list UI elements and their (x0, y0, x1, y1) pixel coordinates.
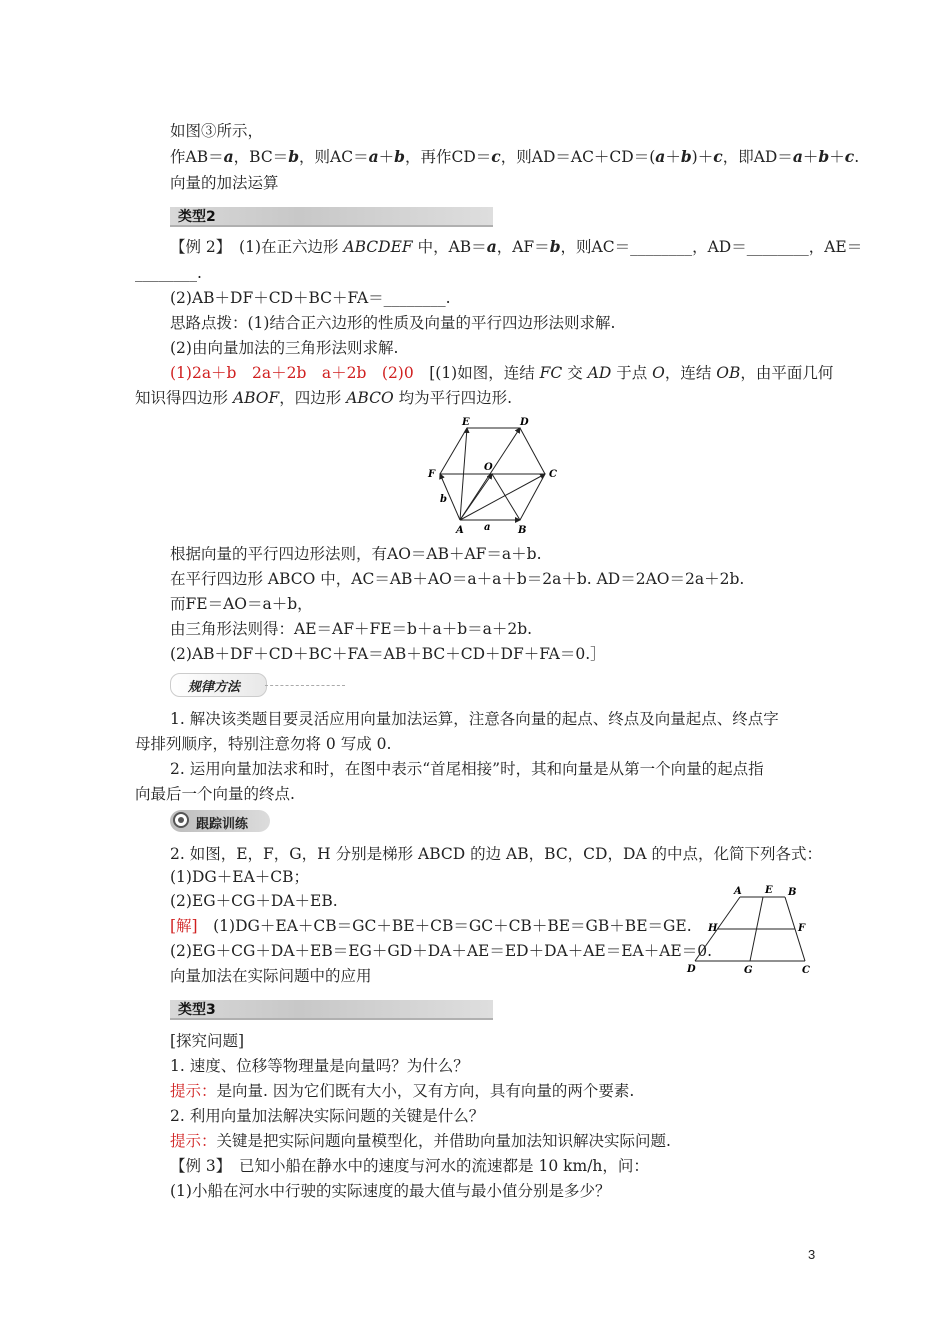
text-line: ________. (135, 264, 202, 282)
solution-line: (2)AB＋DF＋CD＋BC＋FA＝AB＋BC＋CD＋DF＋FA＝0.］ (170, 645, 606, 663)
label-D: D (520, 417, 529, 428)
label-b: b (440, 494, 447, 505)
section-title: 向量的加法运算 (170, 174, 279, 192)
question-line: 1. 速度、位移等物理量是向量吗？为什么？ (170, 1057, 469, 1075)
rule-badge: 规律方法 (170, 673, 350, 695)
type3-header: 类型3 (170, 1000, 493, 1020)
text-line: (2)AB＋DF＋CD＋BC＋FA＝________. (170, 289, 451, 307)
label-G: G (744, 965, 753, 976)
follow-badge: 跟踪训练 (170, 810, 270, 832)
trapezoid-figure (680, 883, 820, 978)
rule-text: 向最后一个向量的终点. (135, 785, 295, 803)
text-line: 如图③所示， (170, 122, 264, 140)
question-line: (1)小船在河水中行驶的实际速度的最大值与最小值分别是多少？ (170, 1182, 611, 1200)
rule-text: 1. 解决该类题目要灵活应用向量加法运算，注意各向量的起点、终点及向量起点、终点字 (170, 710, 779, 728)
answer-line: 知识得四边形 ABOF，四边形 ABCO 均为平行四边形. (135, 389, 513, 407)
answer-line: (1)2a＋b 2a＋2b a＋2b (2)0 [(1)如图，连结 FC 交 AD 于点 O，连结 OB，由平面几何 (170, 364, 834, 382)
label-E: E (765, 885, 773, 896)
question-line: 2. 利用向量加法解决实际问题的关键是什么？ (170, 1107, 485, 1125)
label-H: H (708, 923, 718, 934)
text-line: 作AB＝a，BC＝b，则AC＝a＋b，再作CD＝c，则AD＝AC＋CD＝(a＋b)＋c，即AD＝a＋b＋c. (170, 147, 860, 166)
hint-line: 提示：是向量. 因为它们既有大小，又有方向，具有向量的两个要素. (170, 1082, 635, 1100)
hint-line: 提示：关键是把实际问题向量模型化，并借助向量加法知识解决实际问题. (170, 1132, 671, 1150)
solution-line: [解] (1)DG＋EA＋CB＝GC＋BE＋CB＝GC＋CB＋BE＝GB＋BE＝GE. (170, 917, 692, 935)
example-2: 【例 2】 (1)在正六边形 ABCDEF 中，AB＝a，AF＝b，则AC＝________，AD＝________，AE＝ (170, 237, 863, 256)
label-B: B (518, 525, 527, 536)
solution-line: 在平行四边形 ABCO 中，AC＝AB＋AO＝a＋a＋b＝2a＋b. AD＝2AO＝2a＋2b. (170, 570, 745, 588)
solution-line: (2)EG＋CG＋DA＋EB＝EG＋GD＋DA＋AE＝ED＋DA＋AE＝EA＋AE＝0. (170, 942, 713, 960)
question-line: (2)EG＋CG＋DA＋EB. (170, 892, 338, 910)
label-E: E (462, 417, 470, 428)
section-title: 向量加法在实际问题中的应用 (170, 967, 372, 985)
example-3: 【例 3】 已知小船在静水中的速度与河水的流速都是 10 km/h，问： (170, 1157, 649, 1175)
solution-line: 由三角形法则得：AE＝AF＋FE＝b＋a＋b＝a＋2b. (170, 620, 533, 638)
label-D: D (687, 964, 696, 975)
solution-line: 而FE＝AO＝a＋b， (170, 595, 313, 613)
type2-header: 类型2 (170, 207, 493, 227)
label-F: F (798, 923, 806, 934)
label-B: B (788, 887, 797, 898)
question-line: (1)DG＋EA＋CB； (170, 868, 310, 886)
page-number: 3 (808, 1247, 816, 1262)
label-O: O (484, 462, 493, 473)
label-F: F (428, 469, 436, 480)
label-A: A (456, 525, 464, 536)
rule-text: 2. 运用向量加法求和时，在图中表示“首尾相接”时，其和向量是从第一个向量的起点指 (170, 760, 764, 778)
label-C: C (549, 469, 557, 480)
text-line: [探究问题] (170, 1032, 245, 1050)
label-A: A (734, 886, 742, 897)
rule-text: 母排列顺序，特别注意勿将 0 写成 0. (135, 735, 392, 753)
hexagon-figure (420, 412, 560, 537)
label-a: a (484, 522, 491, 533)
hint-line: 思路点拨：(1)结合正六边形的性质及向量的平行四边形法则求解. (170, 314, 616, 332)
question-line: 2. 如图，E，F，G，H 分别是梯形 ABCD 的边 AB，BC，CD，DA 的中点，化简下列各式： (170, 845, 823, 863)
hint-line: (2)由向量加法的三角形法则求解. (170, 339, 399, 357)
label-C: C (802, 965, 810, 976)
solution-line: 根据向量的平行四边形法则，有AO＝AB＋AF＝a＋b. (170, 545, 542, 563)
